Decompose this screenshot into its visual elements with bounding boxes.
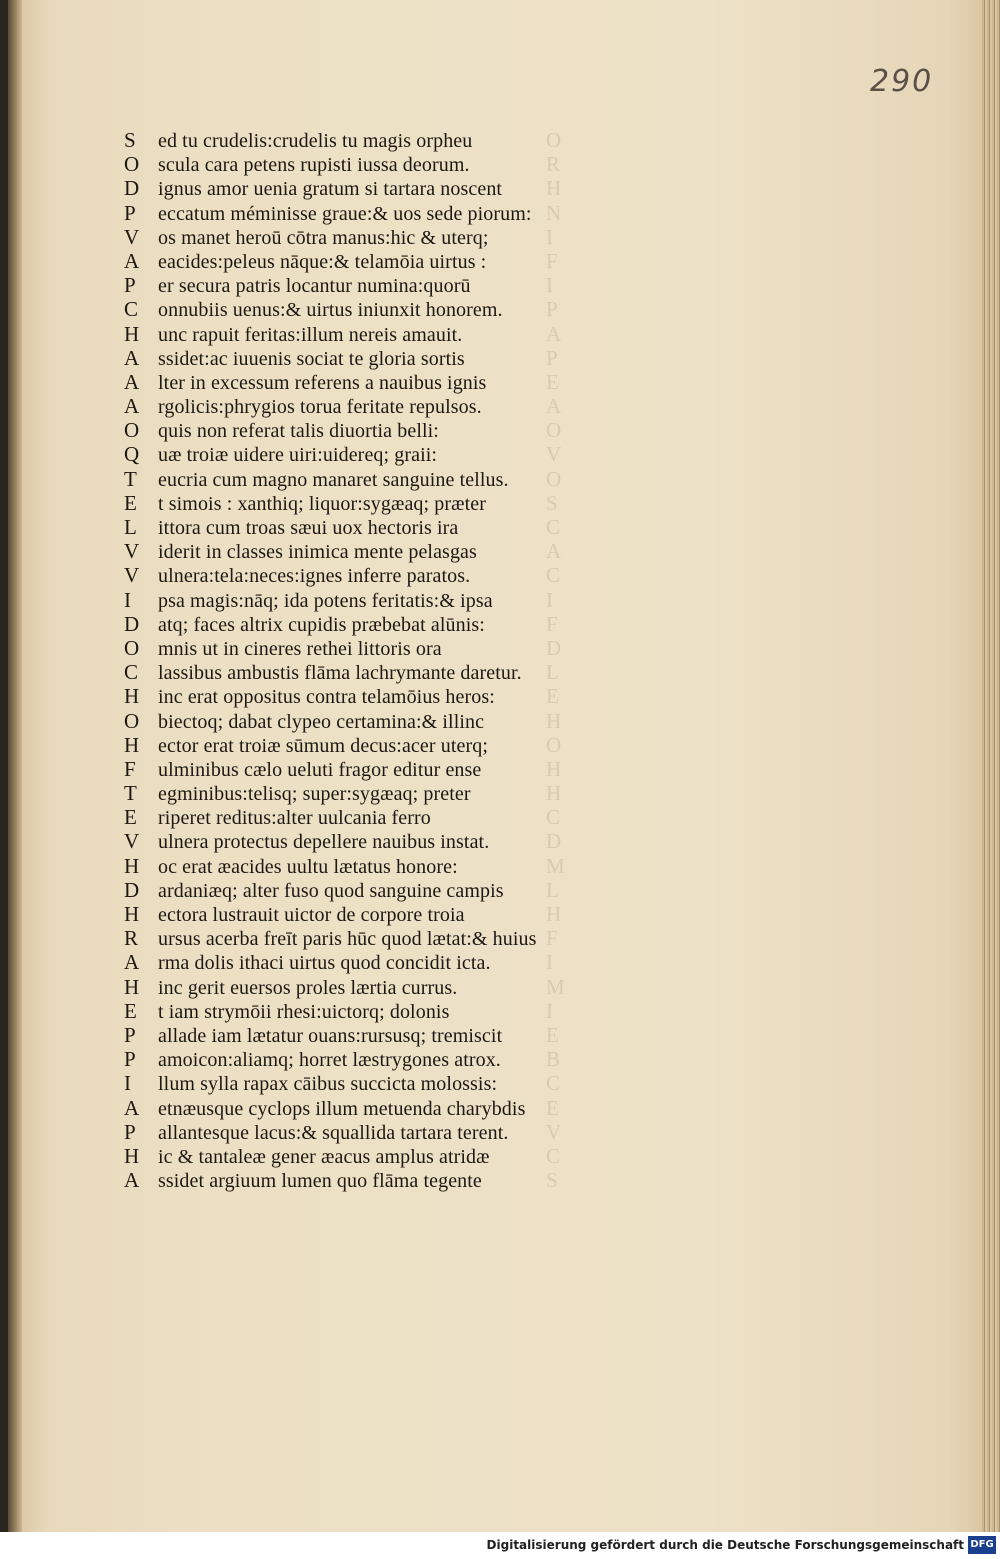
verse-line [118, 515, 537, 539]
verse-text: allade iam lætatur ouans:rursusq; tremiscit [158, 1024, 503, 1047]
verse-initial: D [124, 176, 140, 201]
verse-initial: C [124, 297, 139, 322]
verse-initial: C [124, 660, 139, 685]
verse-initial: A [124, 248, 140, 273]
verse-line [118, 926, 537, 950]
verse-text: quis non referat talis diuortia belli: [158, 420, 439, 443]
verse-line [118, 660, 537, 684]
verse-line [118, 346, 537, 370]
verse-initial: P [124, 273, 136, 298]
verse-text: rgolicis:phrygios torua feritate repulsos. [158, 396, 482, 419]
verse-initial: A [124, 369, 140, 394]
verse-line [118, 225, 537, 249]
page-edges [982, 0, 1000, 1532]
verse-line [118, 829, 537, 853]
verse-text: t iam strymōii rhesi:uictorq; dolonis [158, 1000, 450, 1023]
verse-initial: O [124, 635, 140, 660]
verse-line [118, 588, 537, 612]
verse-text: ignus amor uenia gratum si tartara noscent [158, 178, 503, 201]
verse-initial: I [124, 587, 131, 612]
verse-initial: T [124, 781, 137, 806]
verse-line [118, 757, 537, 781]
verse-text: t simois : xanthiq; liquor:sygæaq; præter [158, 492, 486, 515]
verse-initial: H [124, 902, 140, 926]
verse-initial: P [124, 200, 136, 225]
verse-line [118, 950, 537, 974]
verse-text: ectora lustrauit uictor de corpore troia [158, 904, 465, 926]
verse-line [118, 878, 537, 902]
verse-text-block [118, 128, 537, 1192]
verse-text: riperet reditus:alter uulcania ferro [158, 807, 431, 830]
verse-text: egminibus:telisq; super:sygæaq; preter [158, 783, 471, 806]
verse-line [118, 1168, 537, 1192]
verse-initial: A [124, 394, 140, 419]
verse-text: onnubiis uenus:& uirtus iniunxit honorem. [158, 299, 503, 322]
verse-line [118, 273, 537, 297]
verse-initial: V [124, 563, 140, 588]
verse-text: lassibus ambustis flāma lachrymante daretur. [158, 662, 522, 685]
verse-initial: E [124, 998, 137, 1023]
verse-text: ed tu crudelis:crudelis tu magis orpheu [158, 130, 473, 152]
verse-initial: P [124, 1047, 136, 1072]
verse-text: ssidet:ac iuuenis sociat te gloria sortis [158, 347, 465, 370]
verse-line [118, 709, 537, 733]
verse-text: eccatum méminisse graue:& uos sede piorum: [158, 202, 532, 225]
verse-line [118, 128, 537, 152]
verse-text: atq; faces altrix cupidis præbebat alūnis: [158, 613, 485, 636]
verse-initial: O [124, 152, 140, 177]
verse-line [118, 418, 537, 442]
verse-line [118, 1047, 537, 1071]
verse-text: biectoq; dabat clypeo certamina:& illinc [158, 710, 485, 733]
verse-text: os manet heroū cōtra manus:hic & uterq; [158, 226, 489, 249]
verse-text: oc erat æacides uultu lætatus honore: [158, 855, 458, 878]
verse-text: iderit in classes inimica mente pelasgas [158, 541, 477, 564]
verse-line [118, 491, 537, 515]
verse-line [118, 902, 537, 926]
verse-text: ssidet argiuum lumen quo flāma tegente [158, 1170, 482, 1193]
verse-initial: V [124, 829, 140, 854]
verse-text: inc gerit euersos proles lærtia currus. [158, 976, 458, 999]
verse-text: er secura patris locantur numina:quorū [158, 275, 471, 298]
verse-line [118, 563, 537, 587]
verse-initial: A [124, 1095, 140, 1120]
verse-initial: P [124, 1119, 136, 1144]
verse-initial: P [124, 1022, 136, 1047]
verse-line [118, 1071, 537, 1095]
verse-line [118, 636, 537, 660]
page-gutter [8, 0, 22, 1532]
verse-line [118, 322, 537, 346]
verse-initial: E [124, 805, 137, 830]
verse-text: amoicon:aliamq; horret læstrygones atrox. [158, 1049, 501, 1072]
verse-initial: E [124, 490, 137, 515]
verse-line [118, 1096, 537, 1120]
verse-initial: V [124, 224, 140, 249]
verse-initial: O [124, 708, 140, 733]
verse-line [118, 394, 537, 418]
verse-text: inc erat oppositus contra telamōius heros: [158, 686, 495, 709]
verse-text: llum sylla rapax cāibus succicta molossis: [158, 1073, 498, 1096]
verse-initial: D [124, 877, 140, 902]
verse-line [118, 999, 537, 1023]
verse-line [118, 854, 537, 878]
verse-line [118, 1120, 537, 1144]
verse-initial: L [124, 515, 137, 539]
verse-text: eacides:peleus nāque:& telamōia uirtus : [158, 250, 487, 273]
verse-initial: V [124, 539, 140, 564]
verse-text: psa magis:nāq; ida potens feritatis:& ipsa [158, 589, 493, 612]
verse-initial: H [124, 1143, 140, 1168]
verse-text: mnis ut in cineres rethei littoris ora [158, 637, 442, 660]
verse-line [118, 442, 537, 466]
verse-line [118, 1144, 537, 1168]
folio-number: 290 [870, 64, 934, 99]
verse-initial: H [124, 321, 140, 346]
verse-initial: A [124, 1168, 140, 1193]
verse-initial: H [124, 684, 140, 709]
verse-text: ector erat troiæ sūmum decus:acer uterq; [158, 734, 488, 757]
footer-credit: Digitalisierung gefördert durch die Deutsche Forschungsgemeinschaft [486, 1538, 964, 1552]
verse-line [118, 370, 537, 394]
verse-text: allantesque lacus:& squallida tartara terent. [158, 1121, 509, 1144]
verse-text: ulnera protectus depellere nauibus instat. [158, 831, 490, 854]
verse-line [118, 781, 537, 805]
verse-line [118, 975, 537, 999]
verse-text: ardaniæq; alter fuso quod sanguine campis [158, 879, 504, 902]
verse-line [118, 152, 537, 176]
dfg-logo-icon: DFG [968, 1536, 996, 1554]
verse-initial: R [124, 926, 139, 951]
verse-line [118, 684, 537, 708]
verse-text: eucria cum magno manaret sanguine tellus. [158, 468, 509, 491]
verse-text: etnæusque cyclops illum metuenda charybdis [158, 1097, 526, 1120]
verse-text: rma dolis ithaci uirtus quod concidit icta. [158, 952, 491, 975]
verse-initial: I [124, 1071, 131, 1096]
verse-text: lter in excessum referens a nauibus ignis [158, 371, 487, 394]
verse-initial: D [124, 611, 140, 636]
verse-line [118, 297, 537, 321]
verse-text: ic & tantaleæ gener æacus amplus atridæ [158, 1145, 490, 1168]
verse-line [118, 805, 537, 829]
verse-line [118, 201, 537, 225]
verse-initial: T [124, 466, 137, 491]
verse-text: scula cara petens rupisti iussa deorum. [158, 154, 470, 177]
verse-initial: S [124, 128, 136, 152]
verse-line [118, 539, 537, 563]
verse-initial: O [124, 418, 140, 443]
verse-line [118, 176, 537, 200]
verse-line [118, 249, 537, 273]
verse-text: ursus acerba freīt paris hūc quod lætat:& huius [158, 928, 537, 951]
verse-initial: A [124, 345, 140, 370]
verse-initial: Q [124, 442, 140, 467]
verse-initial: H [124, 732, 140, 757]
verse-initial: H [124, 853, 140, 878]
verse-initial: A [124, 950, 140, 975]
footer-bar [0, 1532, 1000, 1559]
verse-line [118, 612, 537, 636]
verse-line [118, 1023, 537, 1047]
verse-initial: H [124, 974, 140, 999]
verse-text: uæ troiæ uidere uiri:uidereq; graii: [158, 444, 438, 467]
verse-text: unc rapuit feritas:illum nereis amauit. [158, 323, 463, 346]
verse-text: ulminibus cælo ueluti fragor editur ense [158, 758, 482, 781]
verse-initial: F [124, 756, 136, 781]
show-through-text: O R H N I F I P A P E A O V O S C A C I F D L E H O H H C D M L H F I M I E B C E V C S [546, 128, 565, 1193]
verse-line [118, 467, 537, 491]
book-page [8, 0, 1000, 1532]
verse-text: ittora cum troas sæui uox hectoris ira [158, 517, 459, 539]
verse-line [118, 733, 537, 757]
verse-text: ulnera:tela:neces:ignes inferre paratos. [158, 565, 471, 588]
